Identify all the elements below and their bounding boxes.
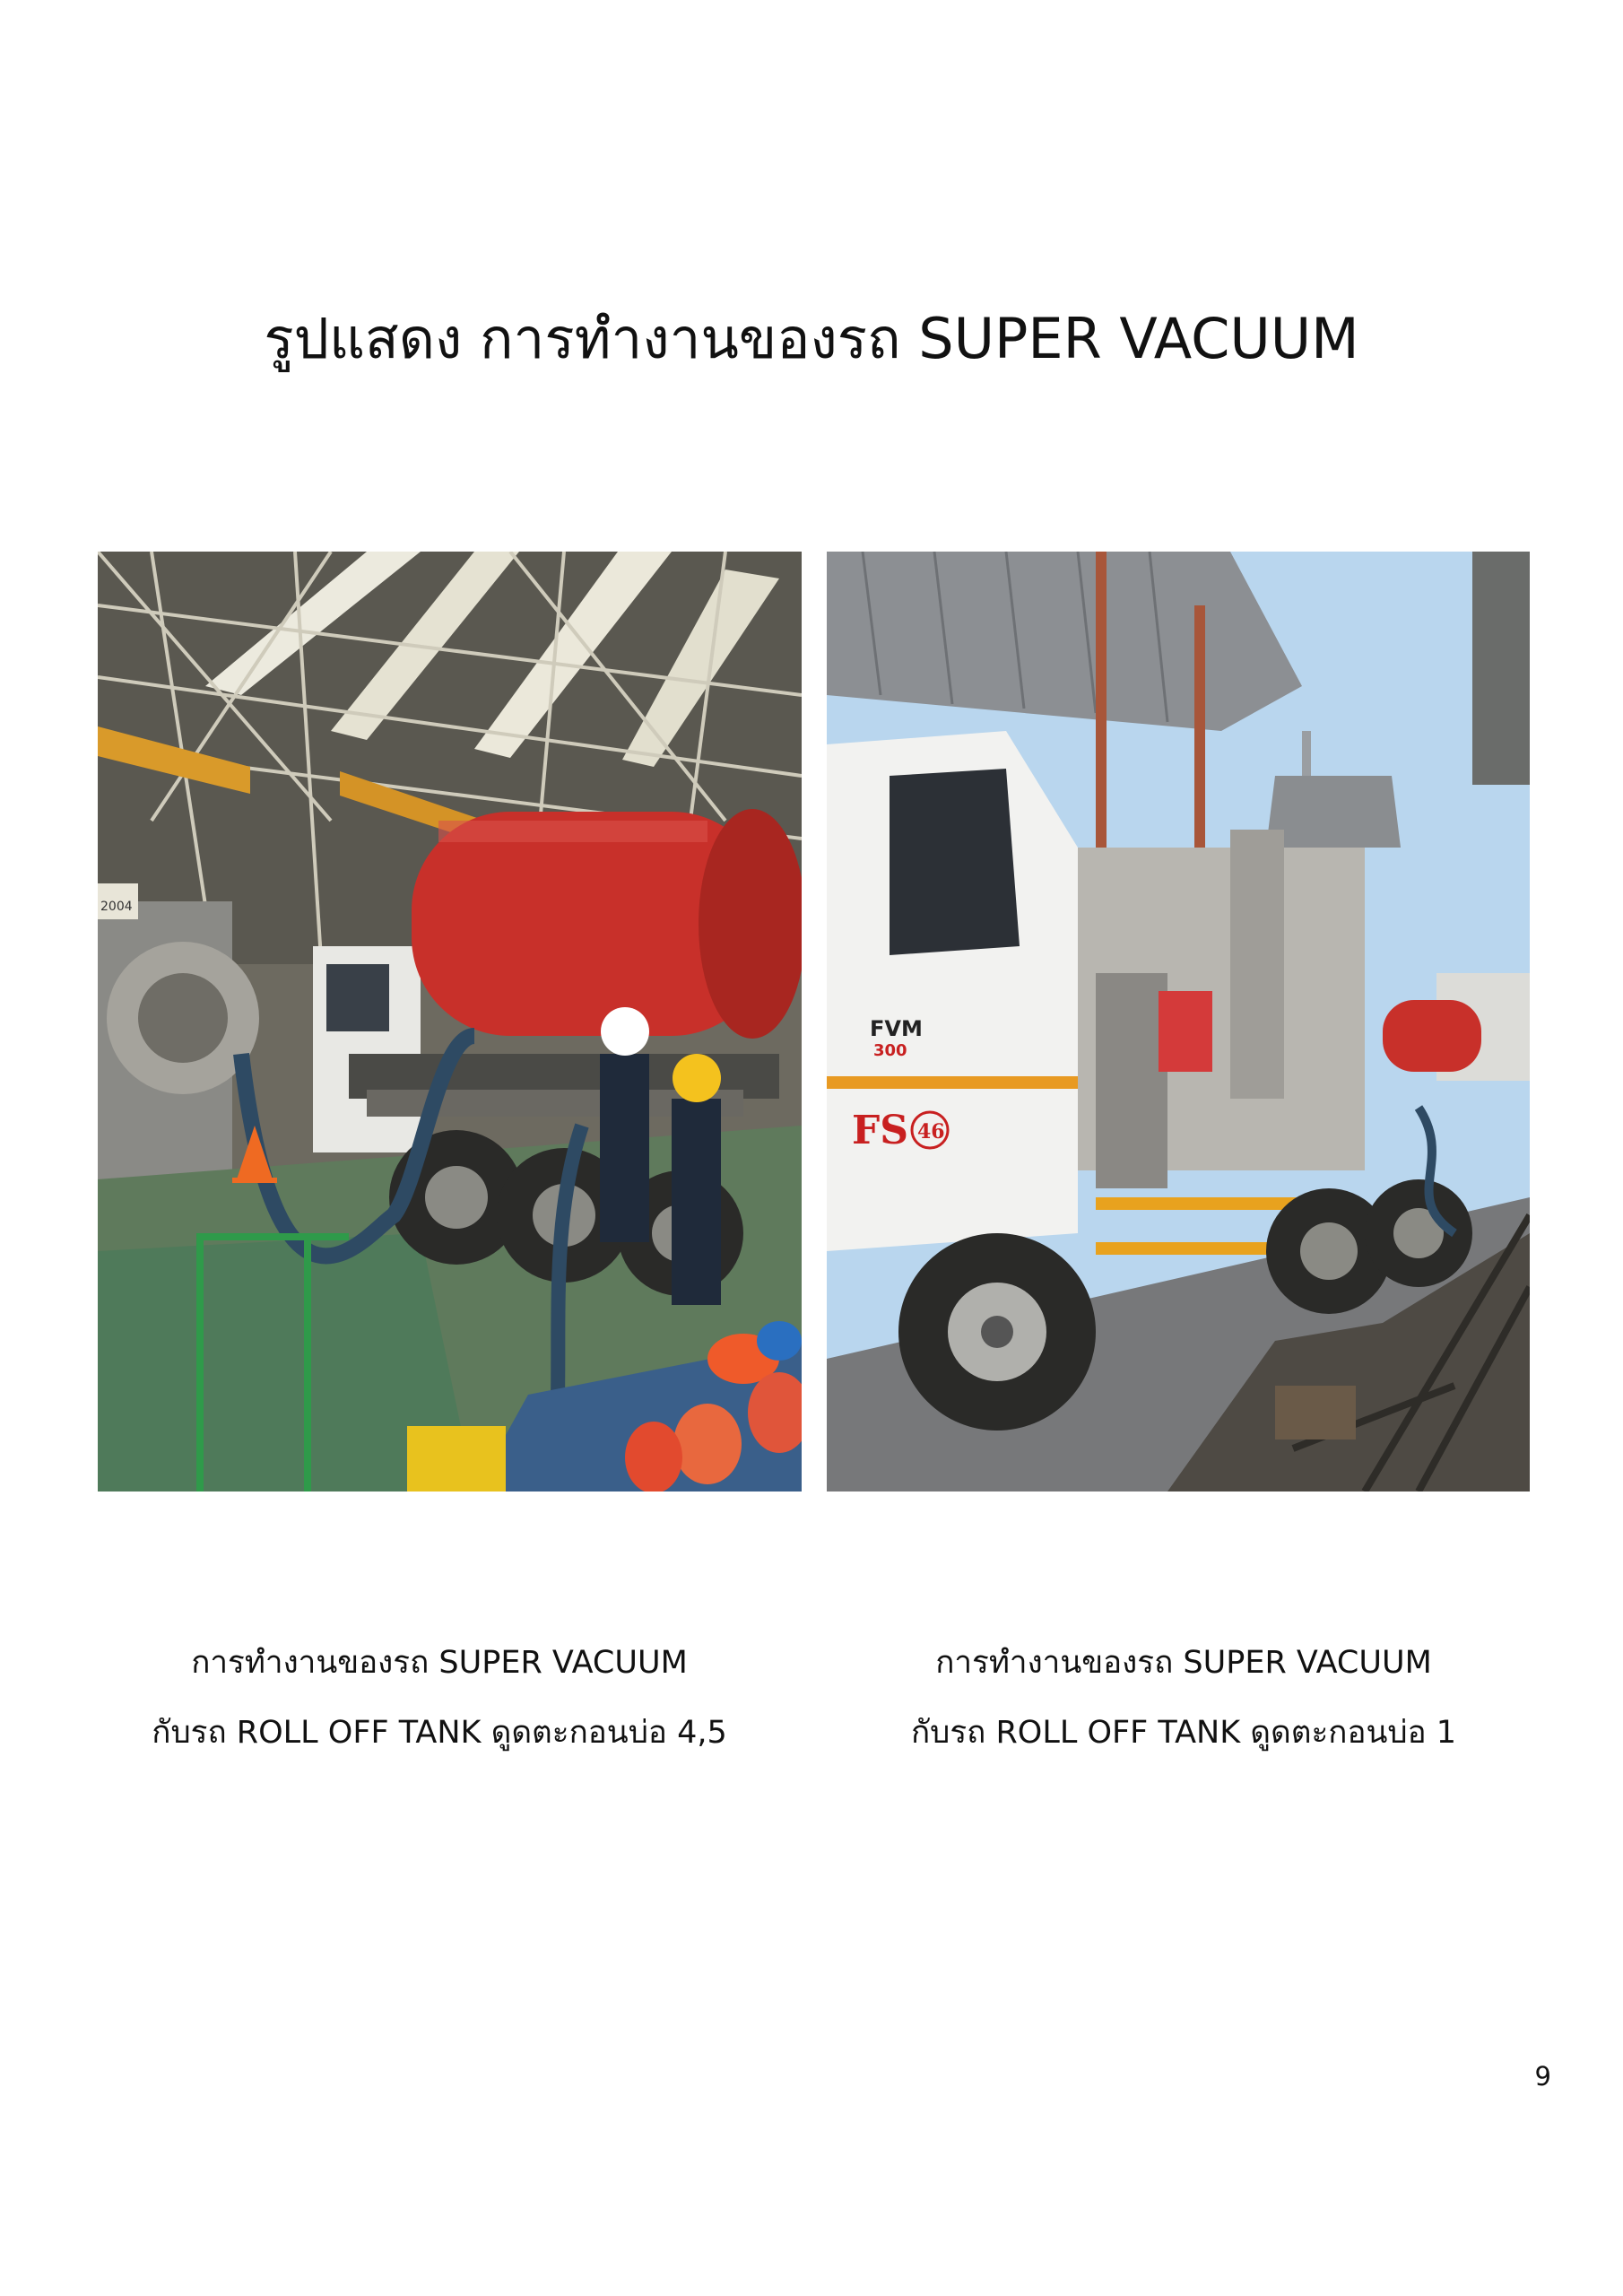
caption-right <box>807 1628 1560 1768</box>
caption-left-line2: กับรถ ROLL OFF TANK ดูดตะกอนบ่อ 4,5 <box>152 1715 727 1751</box>
signage-text: 2004 <box>100 900 133 914</box>
fleet-number-label: 46 <box>917 1120 945 1144</box>
photo-left-drawing <box>98 552 802 1492</box>
caption-left <box>63 1628 816 1768</box>
caption-right-line1: การทำงานของรถ SUPER VACUUM <box>935 1645 1432 1681</box>
photo-super-vacuum-white-truck <box>827 552 1530 1492</box>
truck-model-label: FVM <box>870 1016 923 1041</box>
photo-right-drawing <box>827 552 1530 1492</box>
caption-left-line1: การทำงานของรถ SUPER VACUUM <box>191 1645 688 1681</box>
page-title: รูปแสดง การทำงานของรถ SUPER VACUUM <box>264 306 1359 371</box>
caption-right-line2: กับรถ ROLL OFF TANK ดูดตะกอนบ่อ 1 <box>910 1715 1457 1751</box>
page-number: 9 <box>1534 2061 1551 2092</box>
fleet-code-label: FS <box>852 1108 909 1153</box>
photo-super-vacuum-red-tank <box>98 552 802 1492</box>
truck-badge-label: 300 <box>873 1041 907 1060</box>
